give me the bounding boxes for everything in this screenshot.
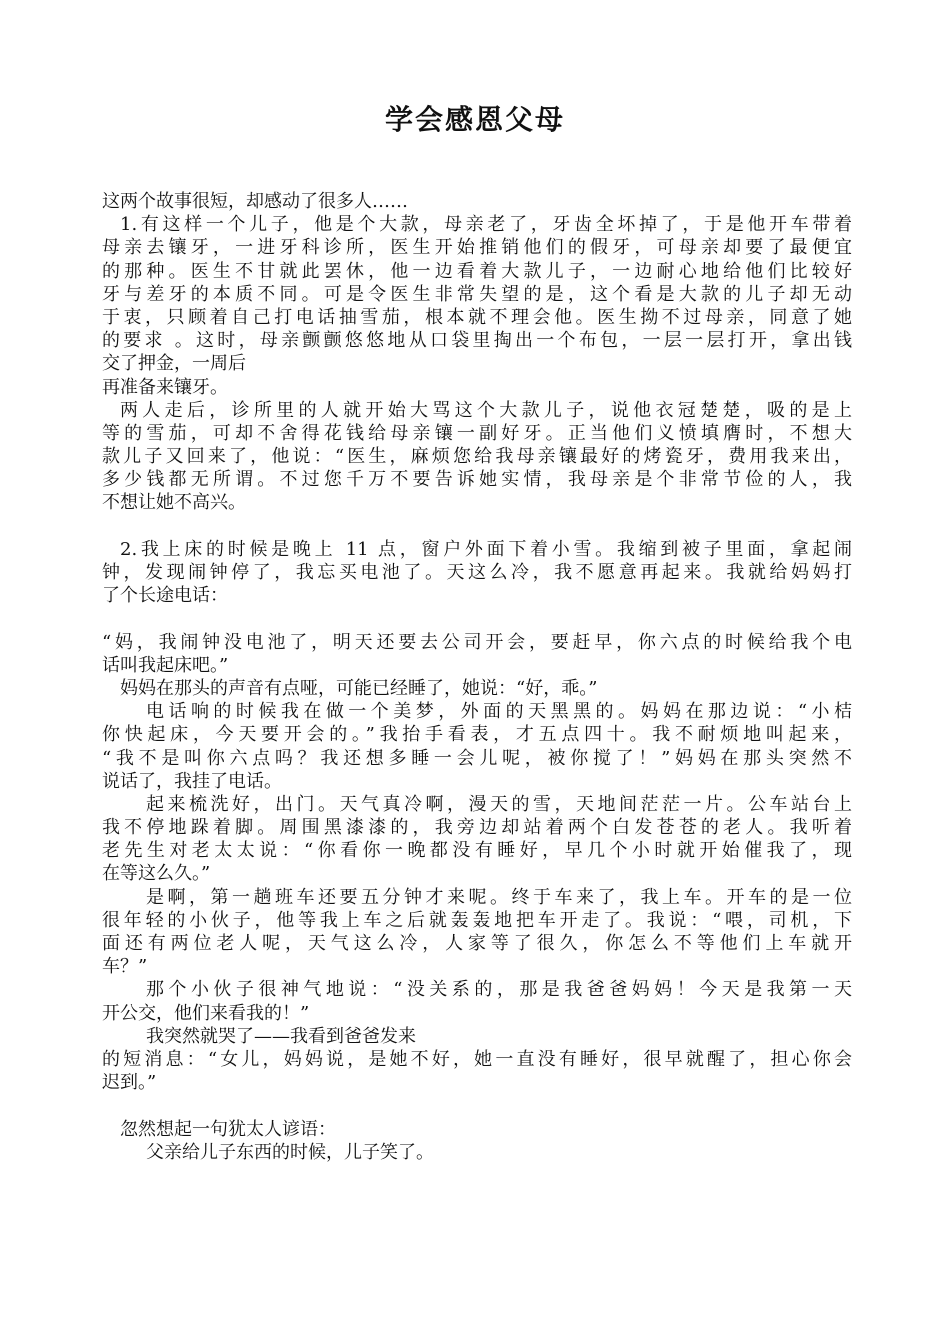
text-line: 等的雪茄，可却不舍得花钱给母亲镶一副好牙。正当他们义愤填膺时，不想大 [102,422,852,444]
text-line: 我不停地跺着脚。周围黑漆漆的，我旁边却站着两个白发苍苍的老人。我听着 [102,817,852,839]
text-line: 车？” [102,956,148,978]
text-line: 了个长途电话： [102,585,228,607]
document-title: 学会感恩父母 [384,103,565,136]
text-line: 的那种。医生不甘就此罢休，他一边看着大款儿子，一边耐心地给他们比较好 [102,260,852,282]
text-line: 于衷，只顾着自己打电话抽雪茄，根本就不理会他。医生拗不过母亲，同意了她 [102,306,852,328]
text-line: 在等这么久。” [102,863,211,885]
text-line: 1.有这样一个儿子，他是个大款，母亲老了，牙齿全坏掉了，于是他开车带着 [120,214,852,236]
text-line: 起来梳洗好，出门。天气真冷啊，漫天的雪，天地间茫茫一片。公车站台上 [146,793,852,815]
document-body [102,190,852,1164]
text-line: 多少钱都无所谓。不过您千万不要告诉她实情，我母亲是个非常节俭的人，我 [102,469,852,491]
text-line: 说话了，我挂了电话。 [102,770,282,792]
text-line: 牙与差牙的本质不同。可是令医生非常失望的是，这个看是大款的儿子却无动 [102,283,852,305]
text-line: 的要求 。这时，母亲颤颤悠悠地从口袋里掏出一个布包，一层一层打开，拿出钱 [102,330,852,352]
text-line: 2.我上床的时候是晚上 11 点，窗户外面下着小雪。我缩到被子里面，拿起闹 [120,538,852,560]
text-line: “妈，我闹钟没电池了，明天还要去公司开会，要赶早，你六点的时候给我个电 [102,631,852,653]
text-line: 开公交，他们来看我的！” [102,1002,310,1024]
text-line: 交了押金，一周后 [102,353,246,375]
blank-line [102,515,852,538]
blank-line [102,607,852,630]
text-line: 我突然就哭了——我看到爸爸发来 [146,1025,416,1047]
text-line: 老先生对老太太说：“你看你一晚都没有睡好，早几个小时就开始催我了，现 [102,840,852,862]
text-line: 钟，发现闹钟停了，我忘买电池了。天这么冷，我不愿意再起来。我就给妈妈打 [102,562,852,583]
text-line: 迟到。” [102,1072,157,1094]
text-line: 再准备来镶牙。 [102,376,228,398]
text-line: 那个小伙子很神气地说：“没关系的，那是我爸爸妈妈！今天是我第一天 [146,979,852,1001]
text-line: 两人走后，诊所里的人就开始大骂这个大款儿子，说他衣冠楚楚，吸的是上 [120,399,852,421]
text-line: “我不是叫你六点吗？我还想多睡一会儿呢，被你搅了！”妈妈在那头突然不 [102,747,852,769]
text-line: 父亲给儿子东西的时候，儿子笑了。 [146,1141,434,1163]
text-line: 这两个故事很短，却感动了很多人…… [102,191,408,212]
text-line: 很年轻的小伙子，他等我上车之后就轰轰地把车开走了。我说：“喂，司机，下 [102,909,852,931]
text-line: 电话响的时候我在做一个美梦，外面的天黑黑的。妈妈在那边说：“小桔 [146,701,852,723]
text-line: 不想让她不高兴。 [102,492,246,514]
text-line: 话叫我起床吧。” [102,654,229,676]
text-line: 忽然想起一句犹太人谚语： [120,1118,336,1140]
text-line: 是啊，第一趟班车还要五分钟才来呢。终于车来了，我上车。开车的是一位 [146,886,852,908]
text-line: 你快起床，今天要开会的。”我抬手看表，才五点四十。我不耐烦地叫起来， [102,724,852,746]
text-line: 母亲去镶牙，一进牙科诊所，医生开始推销他们的假牙，可母亲却要了最便宜 [102,237,852,259]
blank-line [102,1094,852,1117]
text-line: 的短消息：“女儿，妈妈说，是她不好，她一直没有睡好，很早就醒了，担心你会 [102,1048,852,1070]
text-line: 面还有两位老人呢，天气这么冷，人家等了很久，你怎么不等他们上车就开 [102,933,852,954]
text-line: 款儿子又回来了，他说：“医生，麻烦您给我母亲镶最好的烤瓷牙，费用我来出， [102,446,852,468]
text-line: 妈妈在那头的声音有点哑，可能已经睡了，她说：“好，乖。” [120,677,598,699]
